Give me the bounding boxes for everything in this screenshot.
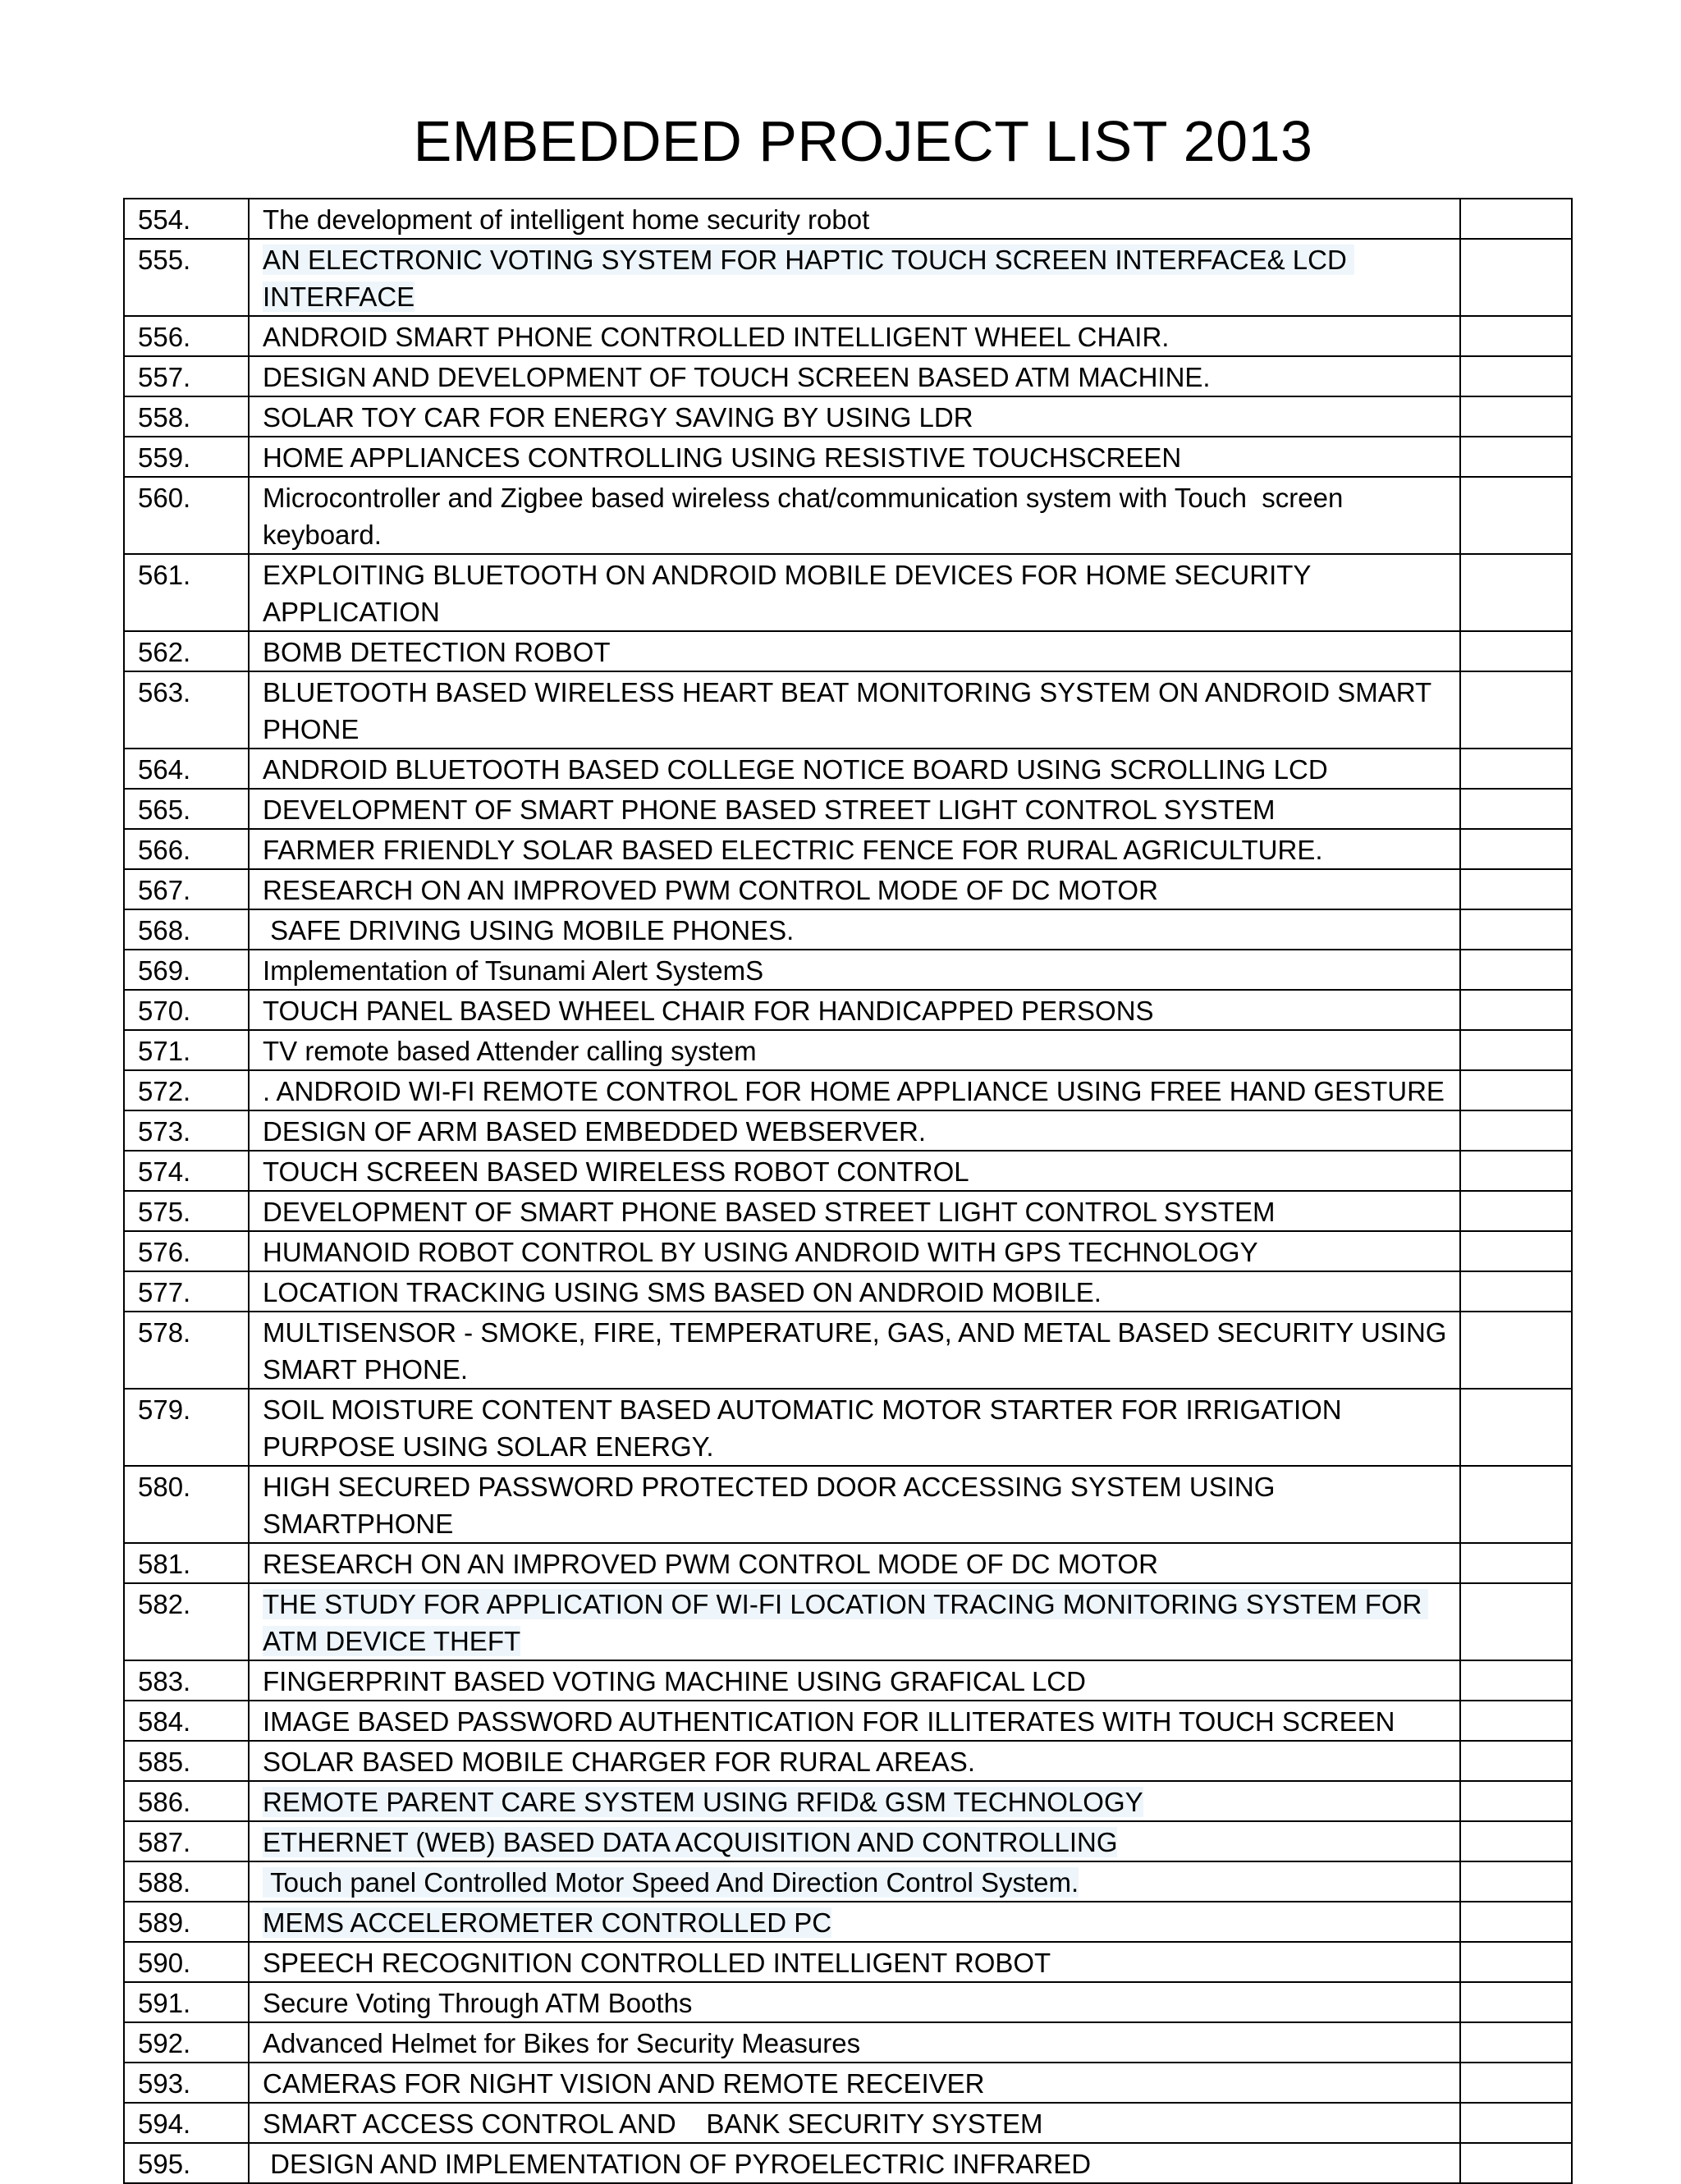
table-row <box>124 1231 1572 1271</box>
empty-cell <box>1460 1271 1572 1312</box>
project-title-cell <box>249 1741 1460 1781</box>
project-number: 576. <box>124 1231 249 1271</box>
project-number: 580. <box>124 1466 249 1543</box>
table-row <box>124 1821 1572 1861</box>
empty-cell <box>1460 2143 1572 2183</box>
project-number: 563. <box>124 671 249 749</box>
project-title: SMART ACCESS CONTROL AND BANK SECURITY SYSTEM <box>263 2108 1043 2139</box>
project-title-cell <box>249 239 1460 316</box>
project-title-cell <box>249 869 1460 909</box>
empty-cell <box>1460 554 1572 631</box>
project-number: 582. <box>124 1583 249 1660</box>
project-number: 589. <box>124 1902 249 1942</box>
empty-cell <box>1460 2022 1572 2063</box>
project-title: RESEARCH ON AN IMPROVED PWM CONTROL MODE OF DC MOTOR <box>263 875 1158 905</box>
table-row <box>124 671 1572 749</box>
project-title: FARMER FRIENDLY SOLAR BASED ELECTRIC FENCE FOR RURAL AGRICULTURE. <box>263 835 1323 865</box>
table-row <box>124 1982 1572 2022</box>
project-title: HUMANOID ROBOT CONTROL BY USING ANDROID WITH GPS TECHNOLOGY <box>263 1237 1258 1267</box>
table-row <box>124 1701 1572 1741</box>
table-row <box>124 789 1572 829</box>
project-title: HOME APPLIANCES CONTROLLING USING RESISTIVE TOUCHSCREEN <box>263 442 1182 473</box>
project-title: SAFE DRIVING USING MOBILE PHONES. <box>263 915 795 945</box>
table-row <box>124 1312 1572 1389</box>
empty-cell <box>1460 199 1572 239</box>
project-title-cell <box>249 1030 1460 1070</box>
project-title: HIGH SECURED PASSWORD PROTECTED DOOR ACCESSING SYSTEM USING SMARTPHONE <box>263 1472 1283 1539</box>
project-title: TOUCH PANEL BASED WHEEL CHAIR FOR HANDICAPPED PERSONS <box>263 996 1154 1026</box>
table-row <box>124 2143 1572 2183</box>
project-title: SOLAR TOY CAR FOR ENERGY SAVING BY USING LDR <box>263 402 973 433</box>
empty-cell <box>1460 356 1572 396</box>
project-title-cell <box>249 437 1460 477</box>
project-title-cell <box>249 1543 1460 1583</box>
table-row <box>124 1583 1572 1660</box>
table-row <box>124 990 1572 1030</box>
table-row <box>124 909 1572 950</box>
project-title: DESIGN OF ARM BASED EMBEDDED WEBSERVER. <box>263 1116 927 1147</box>
empty-cell <box>1460 990 1572 1030</box>
empty-cell <box>1460 1151 1572 1191</box>
table-row <box>124 199 1572 239</box>
table-row <box>124 631 1572 671</box>
project-title-cell <box>249 477 1460 554</box>
project-list-body <box>124 199 1572 2183</box>
project-title: SPEECH RECOGNITION CONTROLLED INTELLIGENT ROBOT <box>263 1948 1051 1978</box>
project-title: ANDROID SMART PHONE CONTROLLED INTELLIGENT WHEEL CHAIR. <box>263 322 1170 352</box>
table-row <box>124 1660 1572 1701</box>
empty-cell <box>1460 1781 1572 1821</box>
project-number: 575. <box>124 1191 249 1231</box>
project-title-cell <box>249 1466 1460 1543</box>
project-number: 578. <box>124 1312 249 1389</box>
project-title: ANDROID BLUETOOTH BASED COLLEGE NOTICE BOARD USING SCROLLING LCD <box>263 754 1328 785</box>
project-number: 583. <box>124 1660 249 1701</box>
project-title-cell <box>249 356 1460 396</box>
project-number: 572. <box>124 1070 249 1110</box>
empty-cell <box>1460 1741 1572 1781</box>
table-row <box>124 1110 1572 1151</box>
project-title: ETHERNET (WEB) BASED DATA ACQUISITION AND CONTROLLING <box>263 1827 1118 1857</box>
project-title: Implementation of Tsunami Alert SystemS <box>263 955 764 986</box>
project-title: Advanced Helmet for Bikes for Security Measures <box>263 2028 861 2058</box>
project-title-cell <box>249 1110 1460 1151</box>
project-title: . ANDROID WI-FI REMOTE CONTROL FOR HOME APPLIANCE USING FREE HAND GESTURE <box>263 1076 1445 1106</box>
project-number: 567. <box>124 869 249 909</box>
empty-cell <box>1460 1982 1572 2022</box>
table-row <box>124 1543 1572 1583</box>
project-number: 592. <box>124 2022 249 2063</box>
project-title: SOLAR BASED MOBILE CHARGER FOR RURAL AREAS. <box>263 1747 975 1777</box>
project-title-cell <box>249 1389 1460 1466</box>
project-title-cell <box>249 950 1460 990</box>
project-number: 586. <box>124 1781 249 1821</box>
table-row <box>124 1070 1572 1110</box>
project-number: 577. <box>124 1271 249 1312</box>
project-title: AN ELECTRONIC VOTING SYSTEM FOR HAPTIC TOUCH SCREEN INTERFACE& LCD INTERFACE <box>263 245 1354 312</box>
project-title: SOIL MOISTURE CONTENT BASED AUTOMATIC MOTOR STARTER FOR IRRIGATION PURPOSE USING SOLAR ENERGY. <box>263 1394 1349 1462</box>
empty-cell <box>1460 1070 1572 1110</box>
project-title-cell <box>249 2063 1460 2103</box>
project-title-cell <box>249 199 1460 239</box>
project-title: MEMS ACCELEROMETER CONTROLLED PC <box>263 1907 832 1938</box>
empty-cell <box>1460 1942 1572 1982</box>
project-number: 571. <box>124 1030 249 1070</box>
empty-cell <box>1460 749 1572 789</box>
project-title-cell <box>249 1861 1460 1902</box>
project-title-cell <box>249 990 1460 1030</box>
empty-cell <box>1460 1543 1572 1583</box>
project-title: Touch panel Controlled Motor Speed And Direction Control System. <box>263 1867 1079 1898</box>
table-row <box>124 1781 1572 1821</box>
table-row <box>124 950 1572 990</box>
empty-cell <box>1460 437 1572 477</box>
empty-cell <box>1460 1902 1572 1942</box>
table-row <box>124 1191 1572 1231</box>
project-number: 564. <box>124 749 249 789</box>
empty-cell <box>1460 1701 1572 1741</box>
empty-cell <box>1460 789 1572 829</box>
project-number: 590. <box>124 1942 249 1982</box>
project-title-cell <box>249 829 1460 869</box>
empty-cell <box>1460 316 1572 356</box>
project-number: 573. <box>124 1110 249 1151</box>
project-number: 594. <box>124 2103 249 2143</box>
project-title: Microcontroller and Zigbee based wireless chat/communication system with Touch screen keyboard. <box>263 483 1351 550</box>
empty-cell <box>1460 1312 1572 1389</box>
project-number: 568. <box>124 909 249 950</box>
project-number: 557. <box>124 356 249 396</box>
project-title-cell <box>249 1660 1460 1701</box>
empty-cell <box>1460 239 1572 316</box>
table-row <box>124 1151 1572 1191</box>
table-row <box>124 1861 1572 1902</box>
project-title-cell <box>249 396 1460 437</box>
project-title: EXPLOITING BLUETOOTH ON ANDROID MOBILE DEVICES FOR HOME SECURITY APPLICATION <box>263 560 1317 627</box>
project-title: BLUETOOTH BASED WIRELESS HEART BEAT MONITORING SYSTEM ON ANDROID SMART PHONE <box>263 677 1439 744</box>
project-title-cell <box>249 671 1460 749</box>
empty-cell <box>1460 1191 1572 1231</box>
table-row <box>124 1466 1572 1543</box>
project-title: DESIGN AND IMPLEMENTATION OF PYROELECTRIC INFRARED <box>263 2149 1092 2179</box>
table-row <box>124 554 1572 631</box>
project-number: 585. <box>124 1741 249 1781</box>
project-number: 555. <box>124 239 249 316</box>
project-number: 581. <box>124 1543 249 1583</box>
project-title: IMAGE BASED PASSWORD AUTHENTICATION FOR ILLITERATES WITH TOUCH SCREEN <box>263 1706 1395 1737</box>
project-title-cell <box>249 1583 1460 1660</box>
table-row <box>124 1741 1572 1781</box>
table-row <box>124 1389 1572 1466</box>
project-list-table <box>123 198 1573 2184</box>
table-row <box>124 1902 1572 1942</box>
project-title: CAMERAS FOR NIGHT VISION AND REMOTE RECEIVER <box>263 2068 985 2099</box>
project-title-cell <box>249 1070 1460 1110</box>
project-title-cell <box>249 316 1460 356</box>
project-title: REMOTE PARENT CARE SYSTEM USING RFID& GSM TECHNOLOGY <box>263 1787 1143 1817</box>
project-number: 579. <box>124 1389 249 1466</box>
empty-cell <box>1460 1861 1572 1902</box>
project-title-cell <box>249 2022 1460 2063</box>
project-title-cell <box>249 2103 1460 2143</box>
project-number: 561. <box>124 554 249 631</box>
project-number: 584. <box>124 1701 249 1741</box>
project-title: DESIGN AND DEVELOPMENT OF TOUCH SCREEN BASED ATM MACHINE. <box>263 362 1211 392</box>
table-row <box>124 239 1572 316</box>
project-number: 569. <box>124 950 249 990</box>
project-title-cell <box>249 1271 1460 1312</box>
table-row <box>124 1942 1572 1982</box>
empty-cell <box>1460 2103 1572 2143</box>
empty-cell <box>1460 1389 1572 1466</box>
project-title-cell <box>249 1231 1460 1271</box>
empty-cell <box>1460 2063 1572 2103</box>
project-title: TV remote based Attender calling system <box>263 1036 757 1066</box>
empty-cell <box>1460 829 1572 869</box>
project-title-cell <box>249 1902 1460 1942</box>
project-number: 558. <box>124 396 249 437</box>
project-number: 559. <box>124 437 249 477</box>
table-row <box>124 749 1572 789</box>
project-number: 562. <box>124 631 249 671</box>
empty-cell <box>1460 671 1572 749</box>
project-title: THE STUDY FOR APPLICATION OF WI-FI LOCATION TRACING MONITORING SYSTEM FOR ATM DEVICE THEFT <box>263 1589 1428 1656</box>
project-number: 574. <box>124 1151 249 1191</box>
project-title-cell <box>249 1191 1460 1231</box>
project-title: The development of intelligent home security robot <box>263 204 870 235</box>
table-row <box>124 2103 1572 2143</box>
table-row <box>124 829 1572 869</box>
project-number: 554. <box>124 199 249 239</box>
empty-cell <box>1460 1110 1572 1151</box>
empty-cell <box>1460 477 1572 554</box>
project-number: 565. <box>124 789 249 829</box>
table-row <box>124 1030 1572 1070</box>
project-number: 570. <box>124 990 249 1030</box>
table-row <box>124 396 1572 437</box>
project-title-cell <box>249 789 1460 829</box>
project-title-cell <box>249 749 1460 789</box>
empty-cell <box>1460 1231 1572 1271</box>
project-number: 591. <box>124 1982 249 2022</box>
project-title: FINGERPRINT BASED VOTING MACHINE USING GRAFICAL LCD <box>263 1666 1086 1696</box>
project-title: DEVELOPMENT OF SMART PHONE BASED STREET LIGHT CONTROL SYSTEM <box>263 1197 1276 1227</box>
project-title-cell <box>249 1982 1460 2022</box>
project-title-cell <box>249 1701 1460 1741</box>
project-number: 560. <box>124 477 249 554</box>
empty-cell <box>1460 631 1572 671</box>
table-row <box>124 2063 1572 2103</box>
empty-cell <box>1460 1030 1572 1070</box>
project-number: 593. <box>124 2063 249 2103</box>
empty-cell <box>1460 869 1572 909</box>
project-number: 587. <box>124 1821 249 1861</box>
page-title: EMBEDDED PROJECT LIST 2013 <box>413 109 1313 173</box>
project-title-cell <box>249 1781 1460 1821</box>
project-title-cell <box>249 1821 1460 1861</box>
project-title-cell <box>249 909 1460 950</box>
empty-cell <box>1460 909 1572 950</box>
empty-cell <box>1460 1466 1572 1543</box>
empty-cell <box>1460 950 1572 990</box>
project-title: DEVELOPMENT OF SMART PHONE BASED STREET LIGHT CONTROL SYSTEM <box>263 794 1276 825</box>
empty-cell <box>1460 1821 1572 1861</box>
project-title: RESEARCH ON AN IMPROVED PWM CONTROL MODE OF DC MOTOR <box>263 1549 1158 1579</box>
project-title-cell <box>249 1312 1460 1389</box>
project-title: MULTISENSOR - SMOKE, FIRE, TEMPERATURE, GAS, AND METAL BASED SECURITY USING SMART PHONE. <box>263 1317 1454 1385</box>
project-number: 556. <box>124 316 249 356</box>
empty-cell <box>1460 1583 1572 1660</box>
empty-cell <box>1460 396 1572 437</box>
empty-cell <box>1460 1660 1572 1701</box>
table-row <box>124 2022 1572 2063</box>
project-number: 588. <box>124 1861 249 1902</box>
project-title-cell <box>249 2143 1460 2183</box>
project-number: 595. <box>124 2143 249 2183</box>
table-row <box>124 316 1572 356</box>
project-title-cell <box>249 1942 1460 1982</box>
project-title-cell <box>249 554 1460 631</box>
project-title-cell <box>249 631 1460 671</box>
table-row <box>124 477 1572 554</box>
table-row <box>124 1271 1572 1312</box>
project-number: 566. <box>124 829 249 869</box>
table-row <box>124 437 1572 477</box>
project-title: LOCATION TRACKING USING SMS BASED ON ANDROID MOBILE. <box>263 1277 1102 1307</box>
table-row <box>124 869 1572 909</box>
project-title: TOUCH SCREEN BASED WIRELESS ROBOT CONTROL <box>263 1156 969 1187</box>
project-title-cell <box>249 1151 1460 1191</box>
table-row <box>124 356 1572 396</box>
project-title: BOMB DETECTION ROBOT <box>263 637 611 667</box>
project-title: Secure Voting Through ATM Booths <box>263 1988 693 2018</box>
